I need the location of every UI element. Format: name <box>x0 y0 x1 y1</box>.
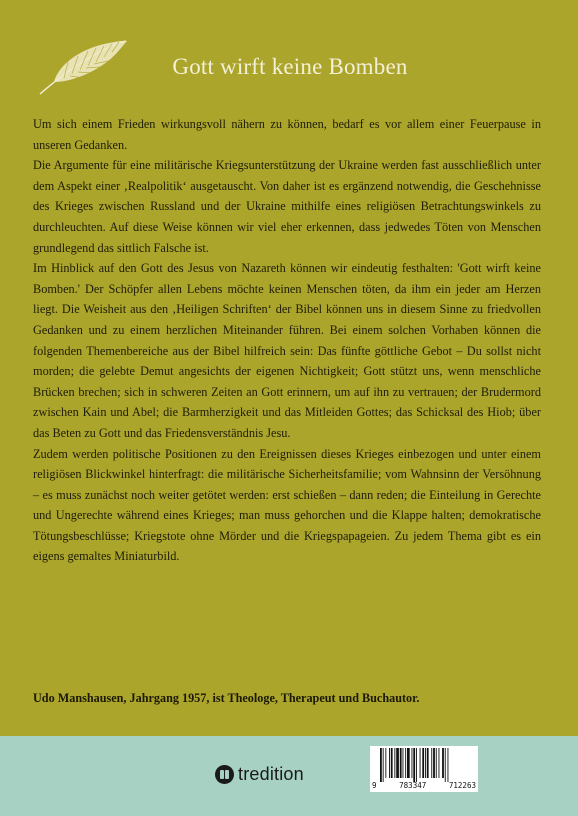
barcode-bar <box>427 748 429 778</box>
barcode-bar <box>391 748 393 778</box>
barcode-bar <box>396 748 399 778</box>
barcode-digits <box>372 781 476 790</box>
barcode-bar <box>448 748 449 782</box>
blurb-paragraph: Um sich einem Frieden wirkungsvoll nähern zu können, bedarf es vor allem einer Feuerpause in unseren Gedanken. <box>33 117 541 152</box>
isbn-barcode <box>370 746 478 792</box>
barcode-bar <box>422 748 424 778</box>
barcode-digits-right: 712263 <box>448 781 476 790</box>
tredition-logo-icon <box>215 765 234 784</box>
barcode-bar <box>380 748 382 782</box>
barcode-bars <box>374 748 474 782</box>
publisher-name: tredition <box>238 764 304 784</box>
author-bio: Udo Manshausen, Jahrgang 1957, ist Theologe, Therapeut und Buchautor. <box>33 691 420 705</box>
barcode-bar <box>442 748 444 778</box>
blurb-paragraph: Die Argumente für eine militärische Kriegsunterstützung der Ukraine werden fast ausschließlich unter dem Aspekt einer ‚Realpolitik‘ ausgetauscht. Von daher ist es ergänzend notwendig, die Geschehnisse des Krieges zwischen Russland und der Ukraine mithilfe eines religiösen Betrachtungswinkels zu durchleuchten. Auf diese Weise können wir viel eher erkennen, dass jedwedes Töten von Menschen grundlegend das sittlich Falsche ist. <box>33 158 541 255</box>
barcode-digits-left: 783347 <box>399 781 427 790</box>
blurb-paragraph: Im Hinblick auf den Gott des Jesus von Nazareth können wir eindeutig festhalten: 'Gott wirft keine Bomben.' Der Schöpfer allen Lebens möchte keinen Menschen töten, da ihm ein jeder am Herzen liegt. Die Weisheit aus den ‚Heiligen Schriften‘ der Bibel können uns in diesem Sinne zu friedvollen Gedanken und zu einem herzlichen Miteinander führen. Bei einem solchen Vorhaben können die folgenden Themenbereiche aus der Bibel hilfreich sein: Das fünfte göttliche Gebot – Du sollst nicht morden; die gelebte Demut angesichts der eigenen Nichtigkeit; Gott stützt uns, wenn menschliche Brücken brechen; sich in schweren Zeiten an Gott erinnern, um auf ihn zu vertrauen; der Brudermord zwischen Kain und Abel; die Barmherzigkeit und das Mitleiden Gottes; das Schicksal des Hiob; über das Beten zu Gott und das Friedensverständnis Jesu. <box>33 261 541 440</box>
barcode-bar <box>385 748 386 778</box>
barcode-bar <box>439 748 440 778</box>
barcode-bar <box>405 748 406 778</box>
barcode-bar <box>416 748 417 782</box>
barcode-bar <box>433 748 435 778</box>
barcode-bar <box>431 748 432 778</box>
barcode-bar <box>389 748 390 778</box>
blurb-text <box>33 114 541 567</box>
barcode-bar <box>400 748 402 778</box>
barcode-bar <box>383 748 384 782</box>
barcode-bar <box>420 748 421 778</box>
barcode-bar <box>436 748 437 778</box>
barcode-bar <box>445 748 446 782</box>
barcode-bar <box>407 748 410 778</box>
barcode-bar <box>425 748 426 778</box>
barcode-digit-first: 9 <box>372 781 377 790</box>
barcode-bar <box>412 748 413 778</box>
book-title: Gott wirft keine Bomben <box>172 54 408 79</box>
publisher-logo <box>215 764 304 785</box>
barcode-bar <box>394 748 395 778</box>
barcode-bar <box>403 748 404 778</box>
barcode-bar <box>413 748 415 782</box>
feather-icon <box>34 36 130 98</box>
blurb-paragraph: Zudem werden politische Positionen zu den Ereignissen dieses Krieges einbezogen und unter einem religiösen Blickwinkel hinterfragt: die militärische Sicherheitsfamilie; vom Wahnsinn der Versöhnung – es muss zunächst noch weiter getötet werden: erst schießen – dann reden; die Einteilung in Gerechte und Ungerechte während eines Krieges; man muss gehorchen und die Klappe halten; demokratische Tötungsbeschlüsse; Kriegstote ohne Mörder und die Kriegspapageien. Zu jedem Thema gibt es ein eigens gemaltes Miniaturbild. <box>33 446 541 564</box>
